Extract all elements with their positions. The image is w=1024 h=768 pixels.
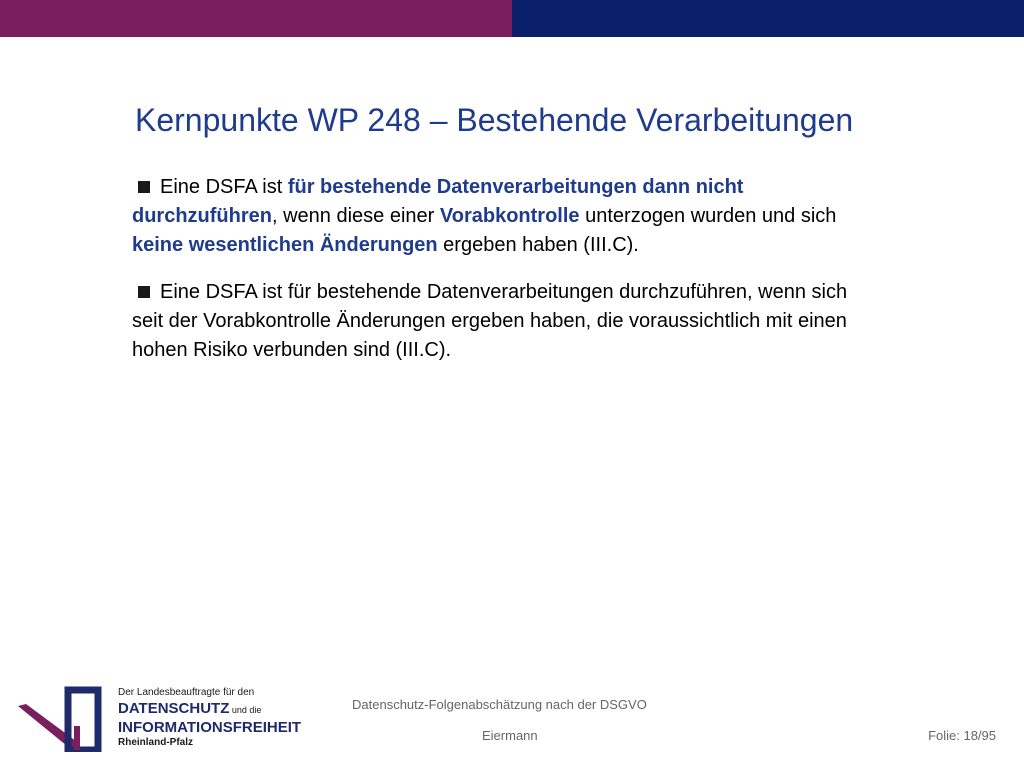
top-color-bar <box>0 0 1024 37</box>
logo-line-3: INFORMATIONSFREIHEIT <box>118 719 302 736</box>
logo-mark-icon <box>18 686 110 752</box>
footer-slide-number: Folie: 18/95 <box>928 728 996 743</box>
top-bar-purple <box>0 0 512 37</box>
bullet-item-1 <box>132 173 852 260</box>
bullet-1-text-c: unterzogen wurden und sich <box>579 205 837 227</box>
slide-title: Kernpunkte WP 248 – Bestehende Verarbeitungen <box>135 102 854 138</box>
logo-line-2 <box>118 700 318 719</box>
bullet-1-highlight-c: keine wesentlichen Änderungen <box>132 234 438 256</box>
logo-text <box>118 686 318 750</box>
bullet-1-text-d: ergeben haben (III.C). <box>437 234 639 256</box>
slide-content <box>132 173 852 383</box>
organization-logo <box>18 686 318 752</box>
bullet-1-highlight-b: Vorabkontrolle <box>439 205 580 227</box>
square-bullet-icon <box>138 286 150 298</box>
footer-subject: Datenschutz-Folgenabschätzung nach der DSGVO <box>352 697 647 712</box>
bullet-1-highlight-a: für bestehende Datenverarbeitungen dann nicht durchzuführen <box>132 176 744 227</box>
bullet-2-text: Eine DSFA ist für bestehende Datenverarbeitungen durchzuführen, wenn sich seit der Vorabkontrolle Änderungen ergeben haben, die voraussichtlich mit einen hohen Risiko verbunden sind (III.C). <box>132 281 848 361</box>
logo-line-1: Der Landesbeauftragte für den <box>118 687 255 698</box>
bullet-1-text-b: , wenn diese einer <box>272 205 440 227</box>
footer-author: Eiermann <box>482 728 538 743</box>
logo-und-die: und die <box>229 705 262 715</box>
bullet-item-2 <box>132 278 852 365</box>
top-bar-navy <box>512 0 1024 37</box>
square-bullet-icon <box>138 181 150 193</box>
logo-line-4: Rheinland-Pfalz <box>118 737 194 748</box>
bullet-1-text-a: Eine DSFA ist <box>160 176 288 198</box>
logo-datenschutz: DATENSCHUTZ <box>118 700 230 717</box>
